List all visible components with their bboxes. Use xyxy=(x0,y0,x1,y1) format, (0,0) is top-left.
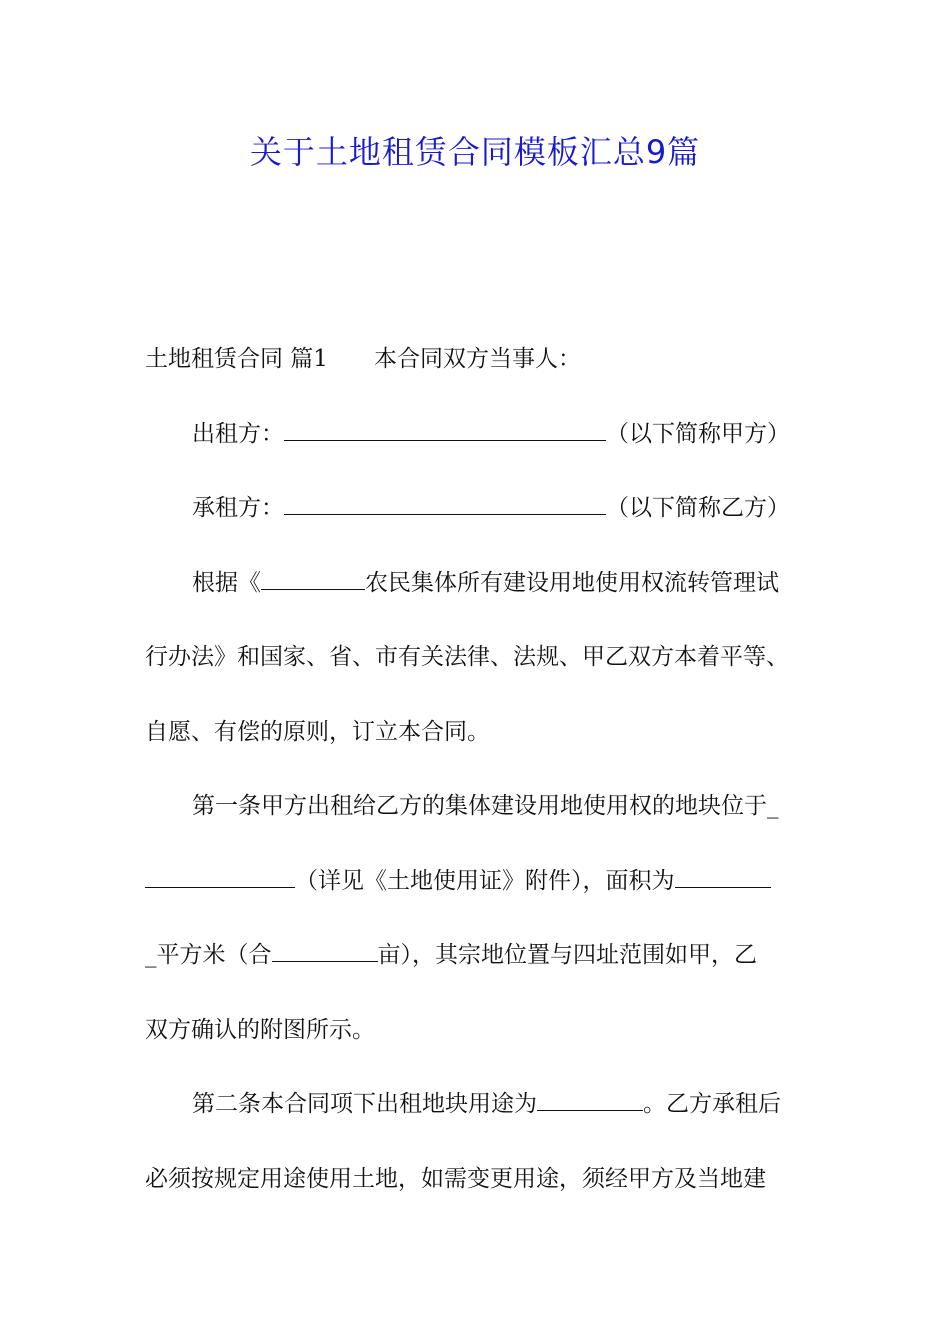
contract-heading-line xyxy=(145,334,810,409)
document-title: 关于土地租赁合同模板汇总9篇 xyxy=(249,133,701,171)
lessor-line xyxy=(145,409,810,484)
regulation-blank xyxy=(261,559,365,590)
contract-body xyxy=(145,334,810,1228)
lessee-blank xyxy=(284,484,606,515)
parties-intro: 本合同双方当事人： xyxy=(373,346,581,372)
usage-blank xyxy=(537,1080,643,1111)
paragraph-line: _平方米（合 亩），其宗地位置与四址范围如甲，乙 xyxy=(145,930,810,1005)
paragraph-line: 自愿、有偿的原则，订立本合同。 xyxy=(145,718,490,745)
area-blank xyxy=(675,857,771,888)
lessee-label: 承租方： xyxy=(192,495,284,521)
paragraph-line: （详见《土地使用证》附件），面积为 xyxy=(145,856,810,931)
paragraph-line: 行办法》和国家、省、市有关法律、法规、甲乙双方本着平等、 xyxy=(145,644,789,670)
lessee-note: （以下简称乙方） xyxy=(606,495,790,521)
contract-section-label: 土地租赁合同 篇1 xyxy=(145,346,328,372)
paragraph-line: 双方确认的附图所示。 xyxy=(145,1016,375,1043)
article-2-line: 第二条本合同项下出租地块用途为 。乙方承租后 xyxy=(145,1079,810,1154)
mu-blank xyxy=(272,931,378,962)
paragraph-line: 必须按规定用途使用土地，如需变更用途，须经甲方及当地建 xyxy=(145,1165,766,1192)
location-blank xyxy=(145,857,295,888)
paragraph-line: 根据《 农民集体所有建设用地使用权流转管理试 xyxy=(145,558,810,633)
lessee-line xyxy=(145,483,810,558)
article-1-line: 第一条甲方出租给乙方的集体建设用地使用权的地块位于_ xyxy=(192,793,779,819)
lessor-blank xyxy=(284,410,606,441)
lessor-note: （以下简称甲方） xyxy=(606,420,790,447)
lessor-label: 出租方： xyxy=(192,420,284,447)
